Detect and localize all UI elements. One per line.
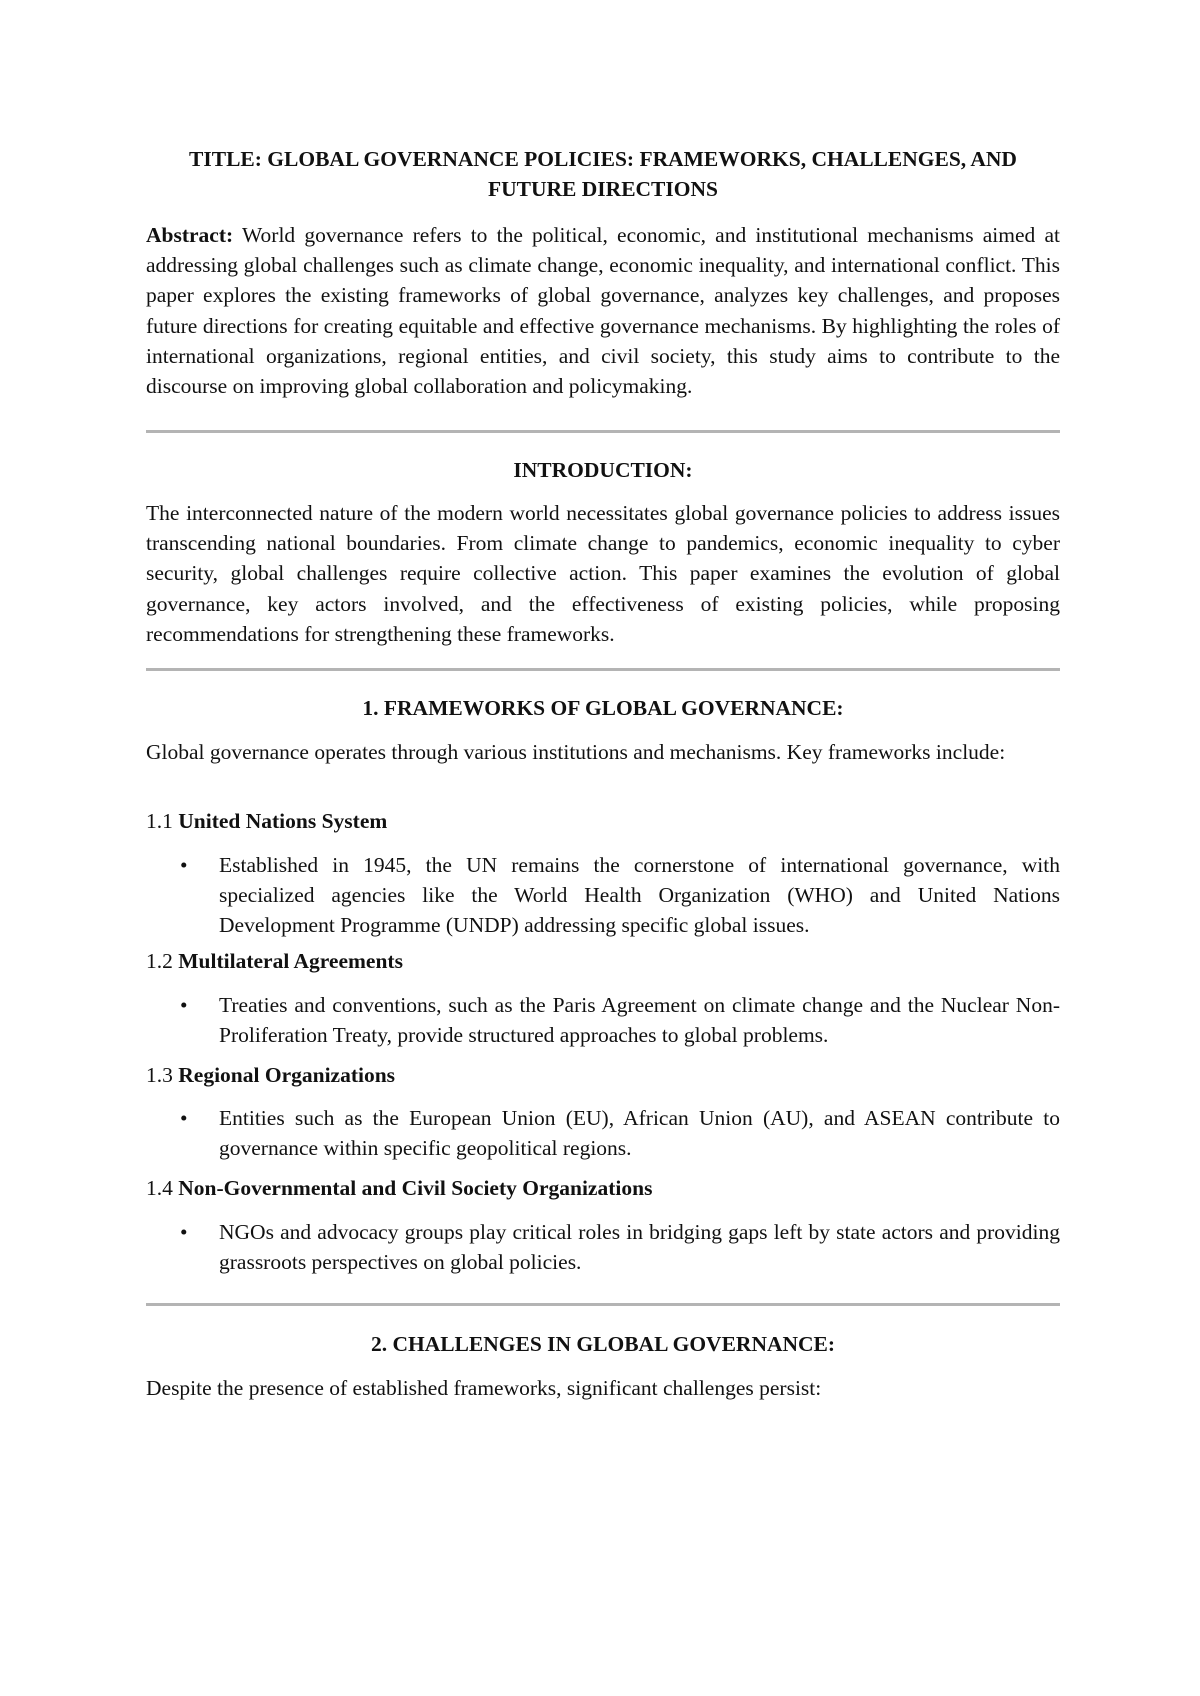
abstract-label: Abstract:: [146, 223, 234, 247]
subsection-heading: [146, 806, 1060, 836]
abstract-paragraph: [146, 220, 1060, 401]
introduction-heading: INTRODUCTION:: [513, 458, 693, 482]
list-item: [146, 1103, 1060, 1163]
document-title: TITLE: GLOBAL GOVERNANCE POLICIES: FRAMEWORKS, CHALLENGES, AND FUTURE DIRECTIONS: [189, 147, 1017, 201]
list-item: [146, 990, 1060, 1050]
list-item-text: Treaties and conventions, such as the Paris Agreement on climate change and the Nuclear Non-Proliferation Treaty, provide structured approaches to global problems.: [219, 993, 1060, 1048]
section-divider: [146, 668, 1060, 671]
subsection-title: Non-Governmental and Civil Society Organizations: [178, 1176, 653, 1200]
challenges-heading: 2. CHALLENGES IN GLOBAL GOVERNANCE:: [370, 1332, 836, 1356]
bullet-icon: •: [180, 853, 188, 877]
section-divider: [146, 430, 1060, 433]
introduction-paragraph: The interconnected nature of the modern world necessitates global governance policies to address issues transcending national boundaries. From climate change to pandemics, economic inequality to cyber security, global challenges require collective action. This paper examines the evolution of global governance, key actors involved, and the effectiveness of existing policies, while proposing recommendations for strengthening these frameworks.: [146, 501, 1060, 646]
subsection-title: United Nations System: [178, 809, 388, 833]
bullet-icon: •: [180, 1106, 188, 1130]
subsection-title: Regional Organizations: [178, 1063, 396, 1087]
subsection-number: 1.1: [146, 809, 179, 833]
challenges-intro: Despite the presence of established frameworks, significant challenges persist:: [146, 1376, 822, 1400]
list-item: [146, 850, 1060, 941]
frameworks-intro: Global governance operates through various institutions and mechanisms. Key frameworks include:: [146, 740, 1006, 764]
list-item-text: Established in 1945, the UN remains the cornerstone of international governance, with specialized agencies like the World Health Organization (WHO) and United Nations Development Programme (UNDP) addressing specific global issues.: [219, 853, 1060, 938]
bullet-icon: •: [180, 1220, 188, 1244]
subsection-heading: [146, 1060, 1060, 1090]
subsection-heading: [146, 1173, 1060, 1203]
abstract-text: World governance refers to the political, economic, and institutional mechanisms aimed at addressing global challenges such as climate change, economic inequality, and international conflict. This paper explores the existing frameworks of global governance, analyzes key challenges, and proposes future directions for creating equitable and effective governance mechanisms. By highlighting the roles of international organizations, regional entities, and civil society, this study aims to contribute to the discourse on improving global collaboration and policymaking.: [146, 223, 1060, 399]
subsection-heading: [146, 946, 1060, 976]
frameworks-heading: 1. FRAMEWORKS OF GLOBAL GOVERNANCE:: [362, 696, 844, 720]
subsection-number: 1.3: [146, 1063, 179, 1087]
list-item-text: NGOs and advocacy groups play critical roles in bridging gaps left by state actors and providing grassroots perspectives on global policies.: [219, 1220, 1060, 1275]
subsection-number: 1.2: [146, 949, 179, 973]
section-divider: [146, 1303, 1060, 1306]
list-item: [146, 1217, 1060, 1277]
subsection-title: Multilateral Agreements: [178, 949, 403, 973]
bullet-icon: •: [180, 993, 188, 1017]
subsection-number: 1.4: [146, 1176, 179, 1200]
list-item-text: Entities such as the European Union (EU), African Union (AU), and ASEAN contribute to governance within specific geopolitical regions.: [219, 1106, 1060, 1161]
